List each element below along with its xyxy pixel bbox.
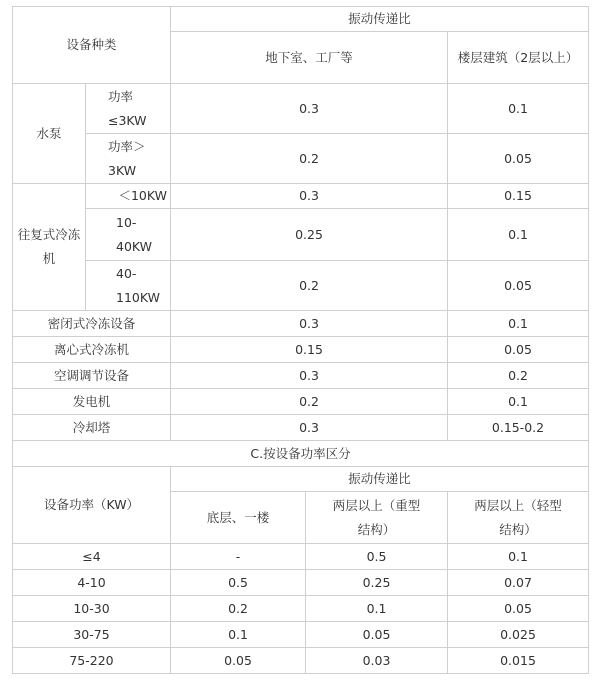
light-value: 0.1 <box>448 544 589 570</box>
ground-value: - <box>171 544 306 570</box>
ground-value: 0.1 <box>171 622 306 648</box>
power-value: ≤4 <box>13 544 171 570</box>
chiller-power-cell: ＜10KW <box>86 184 171 209</box>
ground-floor-header: 底层、一楼 <box>171 492 306 544</box>
basement-value: 0.25 <box>171 209 448 261</box>
floor-value: 0.1 <box>448 84 589 134</box>
floor-value: 0.05 <box>448 134 589 184</box>
floor-value: 0.05 <box>448 337 589 363</box>
basement-value: 0.3 <box>171 415 448 441</box>
power-value: 30-75 <box>13 622 171 648</box>
heavy-value: 0.1 <box>306 596 448 622</box>
light-value: 0.025 <box>448 622 589 648</box>
reciprocating-chiller-label: 往复式冷冻机 <box>13 184 86 311</box>
heavy-value: 0.5 <box>306 544 448 570</box>
heavy-structure-header: 两层以上（重型结构） <box>306 492 448 544</box>
basement-value: 0.2 <box>171 389 448 415</box>
power-value: 10-30 <box>13 596 171 622</box>
device-name: 离心式冷冻机 <box>13 337 171 363</box>
power-value: 4-10 <box>13 570 171 596</box>
heavy-value: 0.25 <box>306 570 448 596</box>
basement-header: 地下室、工厂等 <box>171 32 448 84</box>
light-value: 0.07 <box>448 570 589 596</box>
vibration-transmission-table <box>12 6 589 674</box>
light-value: 0.015 <box>448 648 589 674</box>
device-name: 冷却塔 <box>13 415 171 441</box>
section-c-title: C.按设备功率区分 <box>13 441 589 467</box>
floor-value: 0.1 <box>448 389 589 415</box>
power-value: 75-220 <box>13 648 171 674</box>
floor-value: 0.15 <box>448 184 589 209</box>
basement-value: 0.2 <box>171 261 448 311</box>
vibration-ratio-header: 振动传递比 <box>171 467 589 492</box>
ground-value: 0.2 <box>171 596 306 622</box>
basement-value: 0.3 <box>171 84 448 134</box>
light-value: 0.05 <box>448 596 589 622</box>
ground-value: 0.05 <box>171 648 306 674</box>
basement-value: 0.15 <box>171 337 448 363</box>
chiller-power-cell: 10-40KW <box>86 209 171 261</box>
floor-building-header: 楼层建筑（2层以上） <box>448 32 589 84</box>
floor-value: 0.1 <box>448 209 589 261</box>
basement-value: 0.3 <box>171 311 448 337</box>
power-header: 设备功率（KW） <box>13 467 171 544</box>
heavy-value: 0.03 <box>306 648 448 674</box>
chiller-power-cell: 40-110KW <box>86 261 171 311</box>
pump-power-cell: 功率＞3KW <box>86 134 171 184</box>
floor-value: 0.05 <box>448 261 589 311</box>
floor-value: 0.2 <box>448 363 589 389</box>
vibration-ratio-header: 振动传递比 <box>171 7 589 32</box>
heavy-value: 0.05 <box>306 622 448 648</box>
pump-power-cell: 功率≤3KW <box>86 84 171 134</box>
water-pump-label: 水泵 <box>13 84 86 184</box>
floor-value: 0.1 <box>448 311 589 337</box>
device-name: 密闭式冷冻设备 <box>13 311 171 337</box>
basement-value: 0.2 <box>171 134 448 184</box>
device-name: 发电机 <box>13 389 171 415</box>
light-structure-header: 两层以上（轻型结构） <box>448 492 589 544</box>
ground-value: 0.5 <box>171 570 306 596</box>
basement-value: 0.3 <box>171 363 448 389</box>
floor-value: 0.15-0.2 <box>448 415 589 441</box>
device-type-header: 设备种类 <box>13 7 171 84</box>
basement-value: 0.3 <box>171 184 448 209</box>
device-name: 空调调节设备 <box>13 363 171 389</box>
